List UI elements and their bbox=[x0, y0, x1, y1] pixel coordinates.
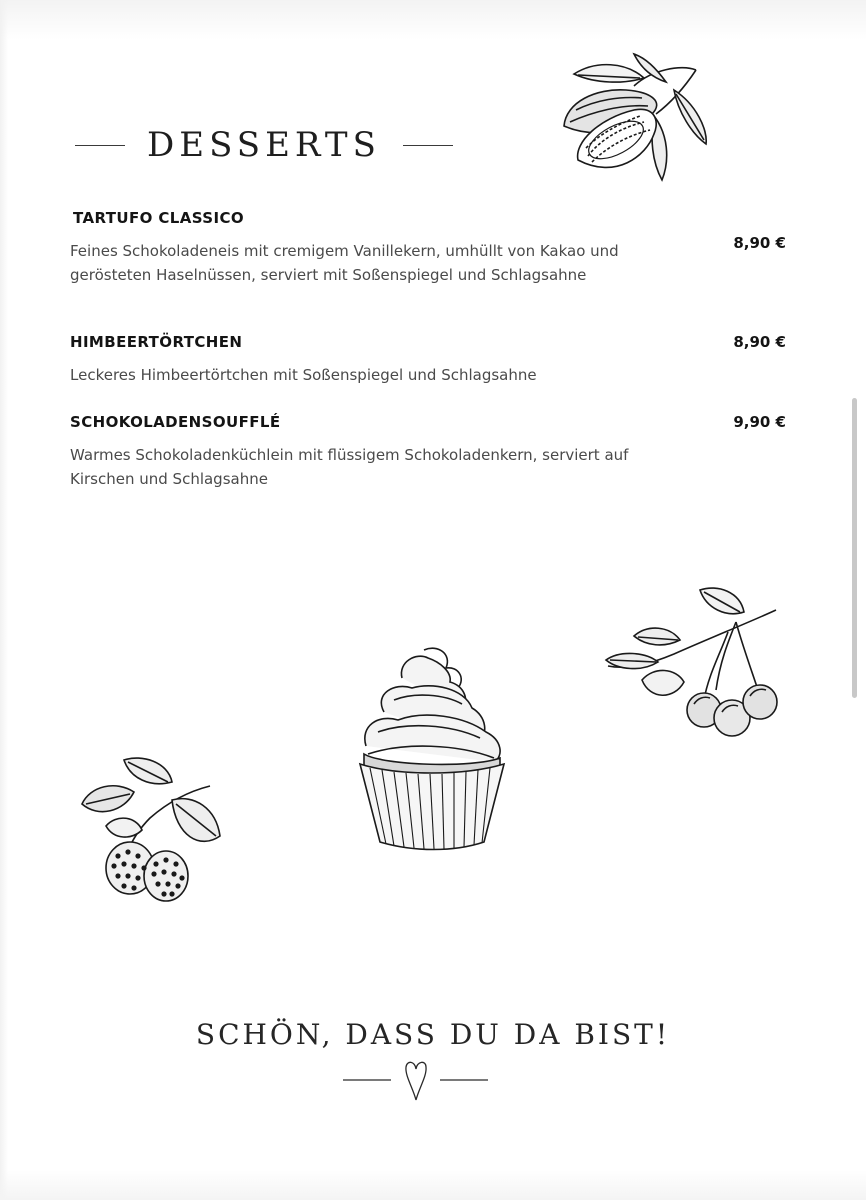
page-shadow-bottom bbox=[0, 1170, 866, 1200]
raspberries-icon bbox=[76, 752, 228, 906]
item-price: 8,90 € bbox=[733, 234, 786, 252]
heart-icon bbox=[343, 1058, 488, 1104]
menu-item bbox=[70, 209, 786, 309]
cacao-pod-icon bbox=[556, 48, 716, 188]
cupcake-icon bbox=[354, 642, 510, 854]
item-name: SCHOKOLADENSOUFFLÉ bbox=[70, 413, 281, 431]
item-name: TARTUFO CLASSICO bbox=[73, 209, 245, 227]
section-heading bbox=[75, 122, 453, 168]
item-name: HIMBEERTÖRTCHEN bbox=[70, 333, 243, 351]
item-description: Warmes Schokoladenküchlein mit flüssigem Schokoladenkern, serviert auf Kirschen und Schlagsahne bbox=[70, 446, 629, 488]
item-description: Leckeres Himbeertörtchen mit Soßenspiegel und Schlagsahne bbox=[70, 366, 537, 384]
item-price: 9,90 € bbox=[733, 413, 786, 431]
cherries-icon bbox=[600, 582, 784, 744]
scrollbar[interactable] bbox=[852, 398, 857, 698]
item-description: Feines Schokoladeneis mit cremigem Vanillekern, umhüllt von Kakao und gerösteten Haselnüssen, serviert mit Soßenspiegel und Schlagsahne bbox=[70, 242, 619, 284]
footer-tagline: SCHÖN, DASS DU DA BIST! bbox=[195, 1018, 671, 1051]
heading-rule-right bbox=[403, 145, 453, 146]
section-title: DESSERTS bbox=[147, 125, 381, 165]
item-price: 8,90 € bbox=[733, 333, 786, 351]
heading-rule-left bbox=[75, 145, 125, 146]
menu-item bbox=[70, 413, 786, 493]
page-shadow-top bbox=[0, 0, 866, 40]
menu-item bbox=[70, 333, 786, 393]
